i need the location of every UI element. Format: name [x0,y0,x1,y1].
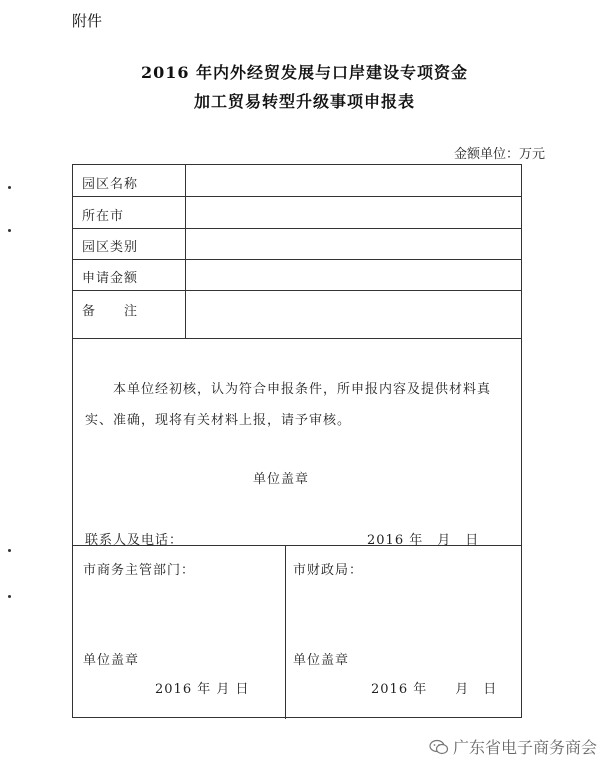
row-label-city: 所在市 [82,209,125,224]
declaration-line1: 本单位经初核，认为符合申报条件，所申报内容及提供材料真 [113,382,492,397]
commerce-dept-seal: 单位盖章 [83,653,140,668]
park-name-field[interactable] [187,166,521,195]
column-divider [185,165,186,338]
park-type-field[interactable] [187,229,521,258]
amount-field[interactable] [187,261,521,289]
watermark-text: 广东省电子商务商会 [452,738,597,757]
row-divider [73,338,521,339]
row-label-remarks: 备 注 [82,304,139,319]
declaration-line2: 实、准确，现将有关材料上报，请予审核。 [85,413,352,428]
remarks-field[interactable] [187,292,521,337]
city-field[interactable] [187,198,521,227]
watermark [429,735,597,758]
application-form-table [72,164,522,718]
margin-dot [8,549,11,552]
wechat-icon [429,739,449,755]
declaration-date: 2016 年 月 日 [367,533,480,548]
row-label-amount: 申请金额 [82,271,139,286]
finance-bureau-date: 2016 年 月 日 [371,682,498,697]
row-divider [73,196,521,197]
row-divider [73,259,521,260]
margin-dot [8,595,11,598]
attachment-label: 附件 [72,12,103,30]
commerce-dept-date: 2016 年 月 日 [155,682,250,697]
finance-bureau-title: 市财政局： [293,563,364,578]
row-divider [73,290,521,291]
form-title-line2: 加工贸易转型升级事项申报表 [193,92,415,111]
margin-dot [8,229,11,232]
form-title-line1: 2016 年内外经贸发展与口岸建设专项资金 [140,63,469,82]
declaration-seal: 单位盖章 [253,472,310,487]
row-label-park-name: 园区名称 [82,177,139,192]
commerce-dept-title: 市商务主管部门： [83,563,196,578]
amount-unit: 金额单位：万元 [453,147,545,162]
contact-label: 联系人及电话： [85,533,184,548]
row-label-park-type: 园区类别 [82,240,139,255]
column-divider [285,545,286,719]
margin-dot [8,186,11,189]
finance-bureau-seal: 单位盖章 [293,653,350,668]
